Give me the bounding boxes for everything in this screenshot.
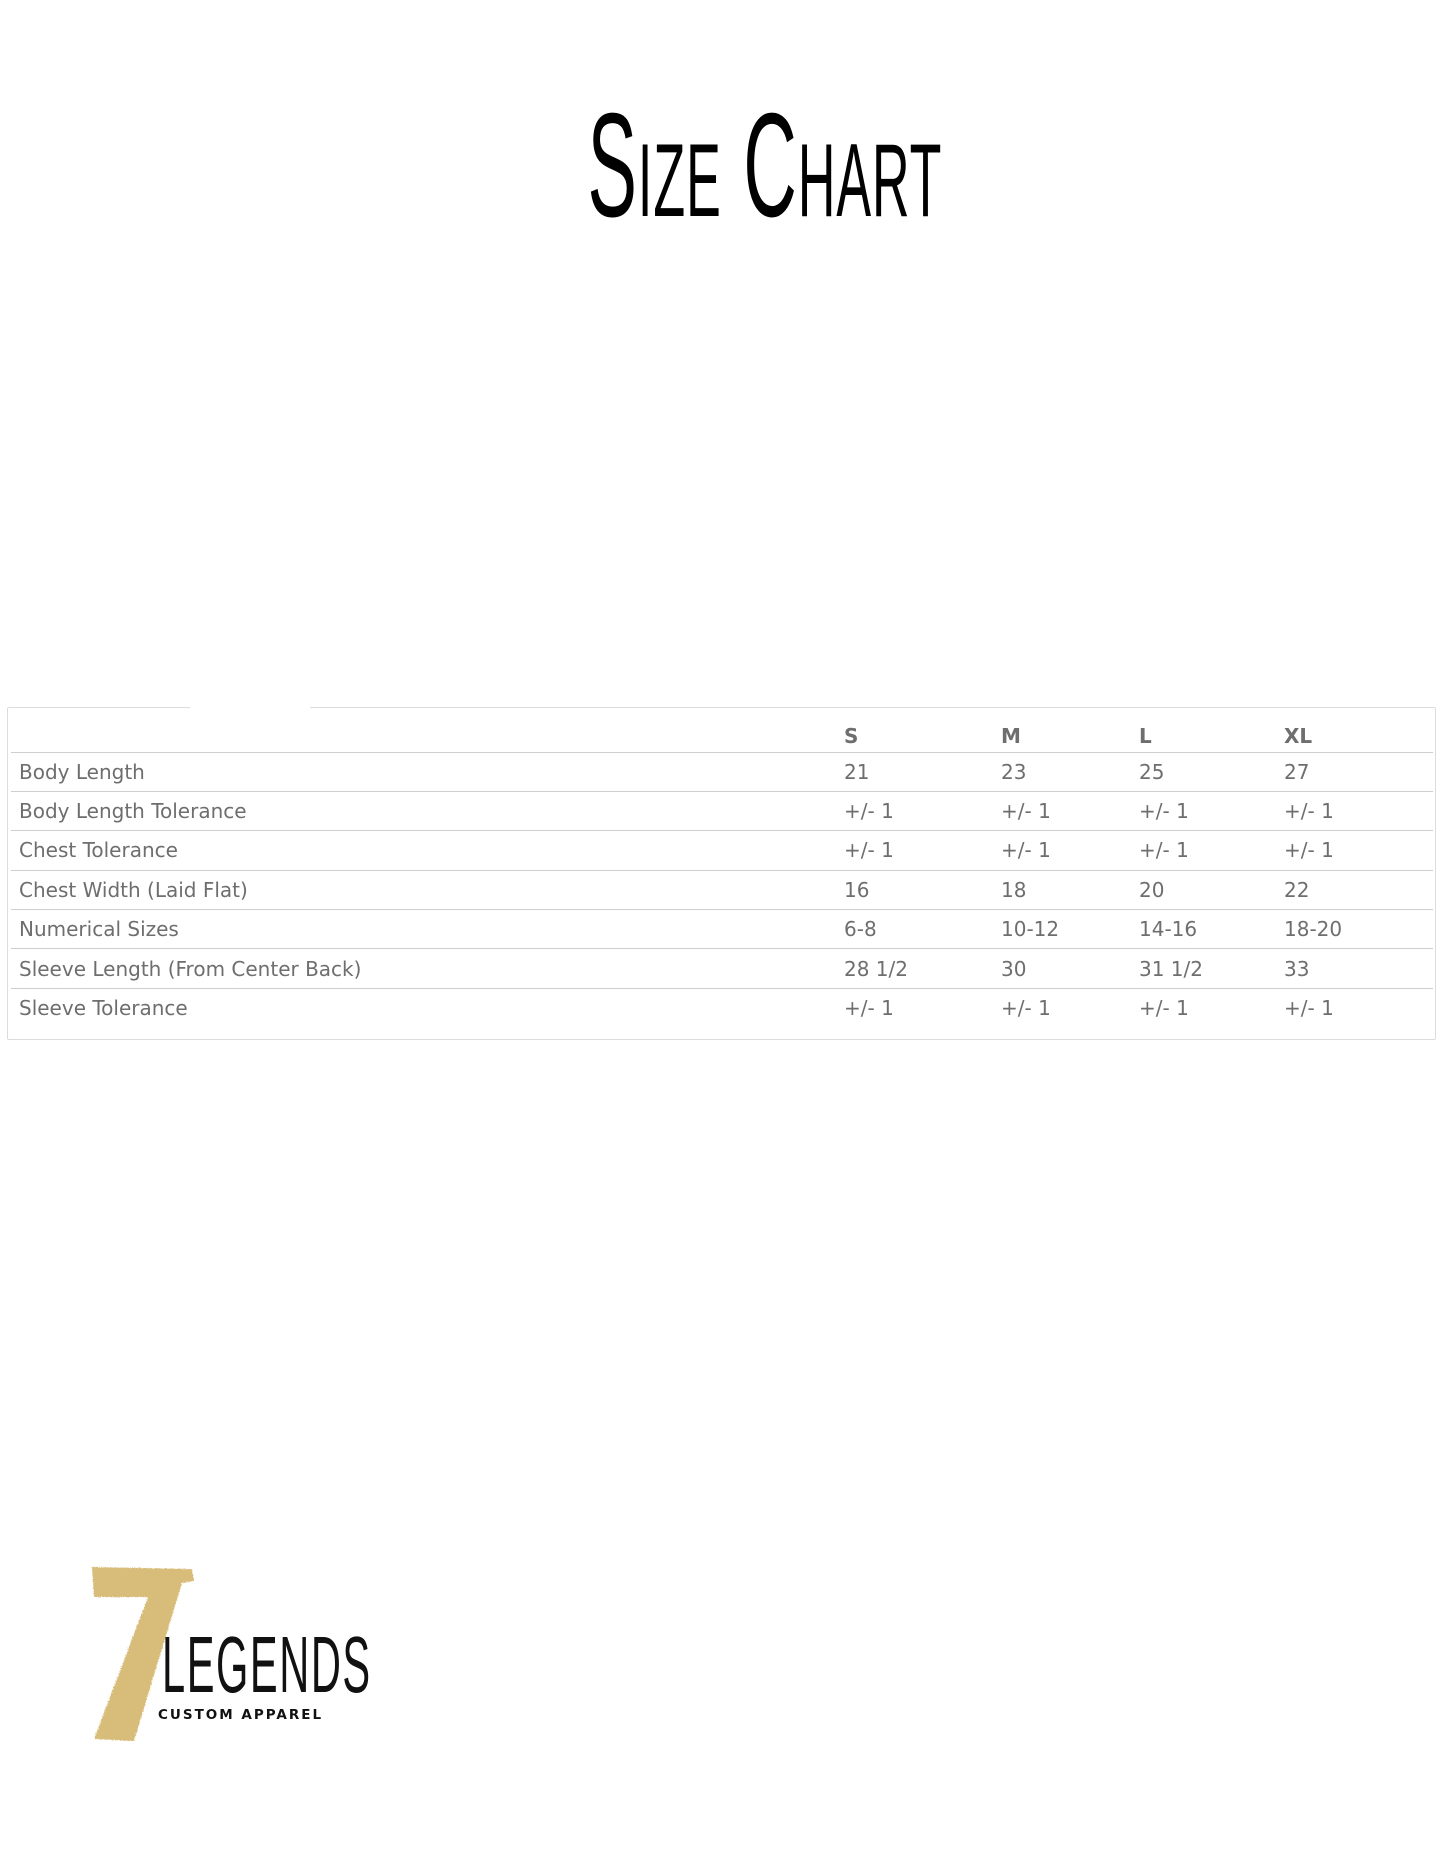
logo-brand-text: LEGENDS [162,1620,372,1709]
row-label: Chest Width (Laid Flat) [11,870,844,909]
table-row [11,910,1433,949]
cell-l: +/- 1 [1139,831,1284,870]
row-label: Numerical Sizes [11,910,844,949]
cell-s: +/- 1 [844,996,894,1021]
page-title: Size Chart [587,83,943,248]
size-table-container [7,707,1436,1040]
cell-l: 14-16 [1139,910,1284,949]
cell-s: 21 [844,752,1001,791]
row-label: Sleeve Length (From Center Back) [11,949,844,988]
cell-m: 18 [1001,870,1139,909]
cell-s: +/- 1 [844,791,1001,830]
cell-l: +/- 1 [1139,791,1284,830]
cell-l: 31 1/2 [1139,949,1284,988]
cell-xl: 33 [1284,949,1433,988]
cell-xl: 27 [1284,752,1433,791]
table-header-row [11,716,1433,752]
cell-xl: +/- 1 [1284,996,1334,1021]
cell-xl: 18-20 [1284,910,1433,949]
header-cell-l: L [1139,716,1284,752]
row-label: Chest Tolerance [11,831,844,870]
size-table [11,716,1433,1028]
cell-m: +/- 1 [1001,996,1051,1021]
table-row [11,988,1433,1027]
cell-s: +/- 1 [844,831,1001,870]
row-label: Body Length [11,752,844,791]
cell-s: 6-8 [844,910,1001,949]
header-cell-s: S [844,716,1001,752]
cell-m: 30 [1001,949,1139,988]
cell-m: 23 [1001,752,1139,791]
header-cell-label [11,716,844,752]
cell-s: 28 1/2 [844,949,1001,988]
row-label: Sleeve Tolerance [19,996,188,1021]
cell-m: +/- 1 [1001,831,1139,870]
cell-l: +/- 1 [1139,996,1189,1021]
cell-m: 10-12 [1001,910,1139,949]
brand-logo [88,1565,372,1745]
table-row [11,870,1433,909]
cell-s: 16 [844,870,1001,909]
header-cell-m: M [1001,716,1139,752]
table-row [11,949,1433,988]
table-row [11,752,1433,791]
row-label: Body Length Tolerance [11,791,844,830]
cell-m: +/- 1 [1001,791,1139,830]
table-row [11,831,1433,870]
cell-xl: 22 [1284,870,1433,909]
cell-l: 20 [1139,870,1284,909]
cell-xl: +/- 1 [1284,831,1433,870]
logo-tagline: CUSTOM APPAREL [158,1707,324,1723]
cell-xl: +/- 1 [1284,791,1433,830]
cell-l: 25 [1139,752,1284,791]
table-row [11,791,1433,830]
header-cell-xl: XL [1284,716,1433,752]
table-tab-gap [190,706,310,710]
